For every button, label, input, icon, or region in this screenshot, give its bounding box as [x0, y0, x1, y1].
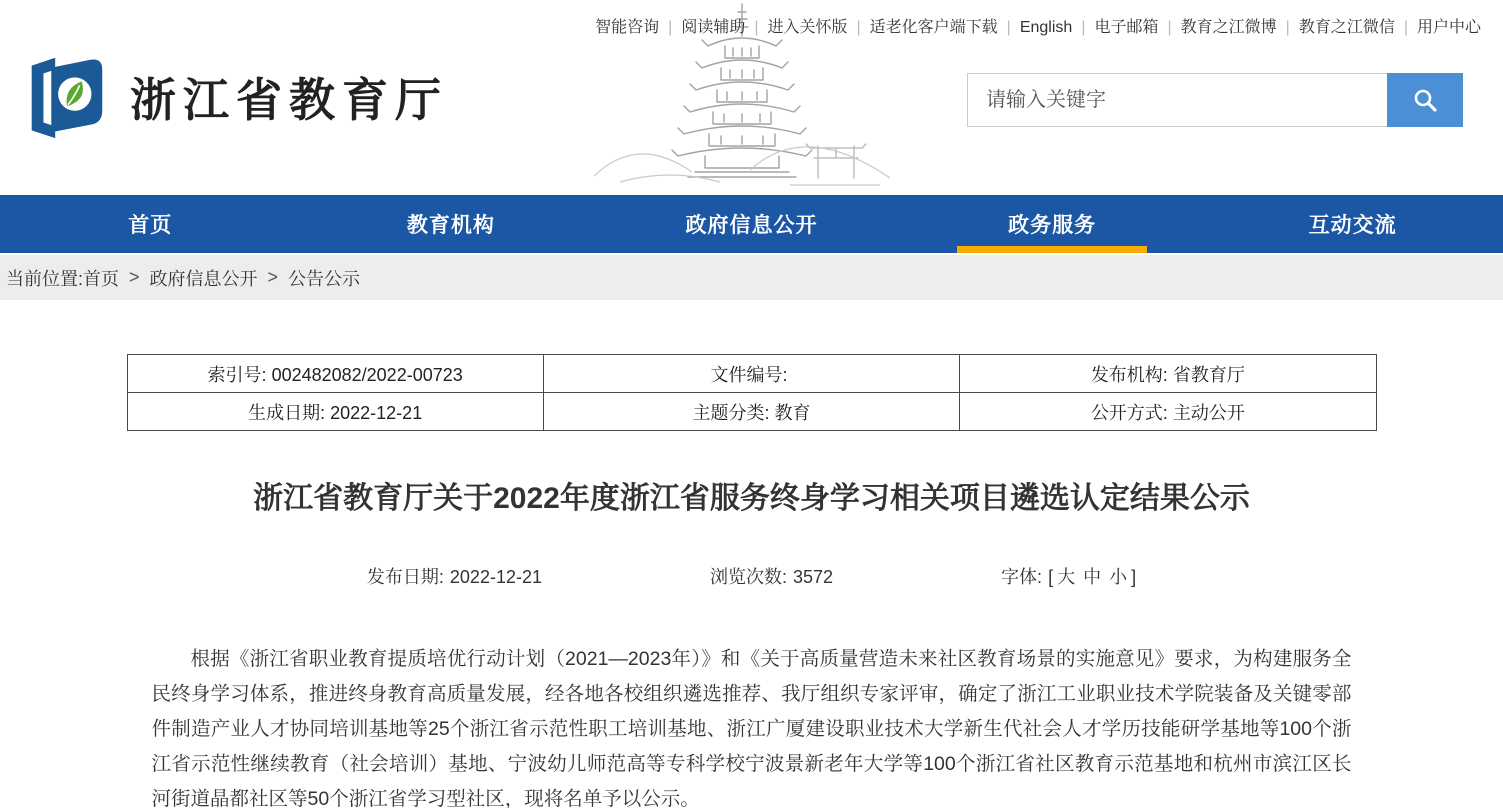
- breadcrumb-current-page: 公告公示: [288, 268, 361, 289]
- breadcrumb-separator: >: [129, 267, 140, 287]
- nav-item-home[interactable]: 首页: [128, 214, 173, 237]
- cell-value: 教育: [774, 402, 811, 423]
- cell-document-number: [543, 355, 959, 393]
- cell-index-number: [127, 355, 543, 393]
- cell-disclosure-method: [960, 393, 1376, 431]
- article-body-paragraph: 根据《浙江省职业教育提质培优行动计划（2021—2023年）》和《关于高质量营造未来社区教育场景的实施意见》要求，为构建服务全民终身学习体系，推进终身教育高质量发展，经各地各校组织遴选推荐、我厅组织专家评审，确定了浙江工业职业技术学院装备及关键零部件制造产业人才协同培训基地等25个浙江省示范性职工培训基地、浙江广厦建设职业技术大学新生代社会人才学历技能研学基地等100个浙江省示范性继续教育（社会培训）基地、宁波幼儿师范高等专科学校宁波景新老年大学等100个浙江省社区教育示范基地和杭州市滨江区长河街道晶都社区等50个浙江省学习型社区，现将名单予以公示。: [151, 648, 1352, 808]
- topbar-link-wechat[interactable]: 教育之江微信: [1298, 19, 1395, 36]
- cell-label: 文件编号:: [710, 364, 788, 385]
- cell-publisher: [960, 355, 1376, 393]
- main-nav: [0, 195, 1503, 253]
- publish-date-label: 发布日期:: [366, 567, 444, 587]
- font-size-label: 字体:: [1001, 567, 1043, 587]
- font-size-control: [1001, 563, 1136, 589]
- logo-book-leaf-icon: [16, 48, 114, 146]
- separator: |: [668, 19, 673, 36]
- separator: |: [1403, 19, 1408, 36]
- table-row: [127, 393, 1376, 431]
- view-count-value: 3572: [793, 567, 834, 587]
- search-icon: [1412, 87, 1438, 113]
- topbar-link-reading-assist[interactable]: 阅读辅助: [681, 19, 746, 36]
- topbar-link-weibo[interactable]: 教育之江微博: [1180, 19, 1277, 36]
- cell-label: 生成日期:: [248, 402, 326, 423]
- cell-label: 主题分类:: [692, 402, 770, 423]
- separator: |: [1081, 19, 1086, 36]
- font-size-large-button[interactable]: 大: [1057, 567, 1076, 587]
- cell-value: 002482082/2022-00723: [271, 364, 463, 385]
- nav-item-government-info[interactable]: 政府信息公开: [685, 214, 818, 237]
- topbar-link-email[interactable]: 电子邮箱: [1094, 19, 1159, 36]
- publish-date-value: 2022-12-21: [449, 567, 542, 587]
- topbar-link-user-center[interactable]: 用户中心: [1416, 19, 1481, 36]
- font-size-small-button[interactable]: 小: [1109, 567, 1128, 587]
- top-utility-bar: [586, 14, 1490, 37]
- topbar-link-elderly-client-download[interactable]: 适老化客户端下载: [869, 19, 998, 36]
- article-title: 浙江省教育厅关于2022年度浙江省服务终身学习相关项目遴选认定结果公示: [253, 482, 1250, 515]
- topbar-link-smart-consult[interactable]: 智能咨询: [595, 19, 660, 36]
- view-count: [710, 563, 833, 589]
- breadcrumb-home[interactable]: 首页: [83, 268, 120, 289]
- separator: |: [1167, 19, 1172, 36]
- table-row: [127, 355, 1376, 393]
- bracket: ]: [1131, 567, 1137, 587]
- search-input[interactable]: [967, 73, 1387, 127]
- publish-date: [367, 563, 542, 589]
- cell-topic-category: [543, 393, 959, 431]
- search-button[interactable]: [1387, 73, 1463, 127]
- breadcrumb-prefix: 当前位置:: [6, 268, 84, 289]
- separator: |: [1285, 19, 1290, 36]
- separator: |: [856, 19, 861, 36]
- cell-label: 发布机构:: [1090, 364, 1168, 385]
- article-meta-row: [127, 563, 1377, 589]
- view-count-label: 浏览次数:: [709, 567, 787, 587]
- search-bar: [967, 73, 1463, 127]
- cell-label: 公开方式:: [1090, 402, 1168, 423]
- bracket: [: [1048, 567, 1054, 587]
- breadcrumb-government-info[interactable]: 政府信息公开: [149, 268, 258, 289]
- site-logo[interactable]: [16, 48, 448, 146]
- font-size-medium-button[interactable]: 中: [1083, 567, 1102, 587]
- cell-value: 主动公开: [1172, 402, 1245, 423]
- cell-creation-date: [127, 393, 543, 431]
- cell-value: 2022-12-21: [330, 402, 423, 423]
- breadcrumb-separator: >: [267, 267, 279, 287]
- site-title: 浙江省教育厅: [130, 73, 448, 127]
- separator: |: [754, 19, 759, 36]
- main-content: [127, 354, 1377, 808]
- document-meta-table: [127, 354, 1377, 431]
- nav-item-government-services[interactable]: 政务服务: [902, 195, 1203, 253]
- cell-value: 省教育厅: [1172, 364, 1245, 385]
- breadcrumb: [0, 255, 1503, 300]
- nav-item-education-institutions[interactable]: 教育机构: [406, 214, 495, 237]
- topbar-link-care-version[interactable]: 进入关怀版: [767, 19, 848, 36]
- separator: |: [1006, 19, 1011, 36]
- topbar-link-english[interactable]: English: [1019, 19, 1073, 36]
- cell-label: 索引号:: [207, 364, 267, 385]
- nav-item-interaction[interactable]: 互动交流: [1308, 214, 1397, 237]
